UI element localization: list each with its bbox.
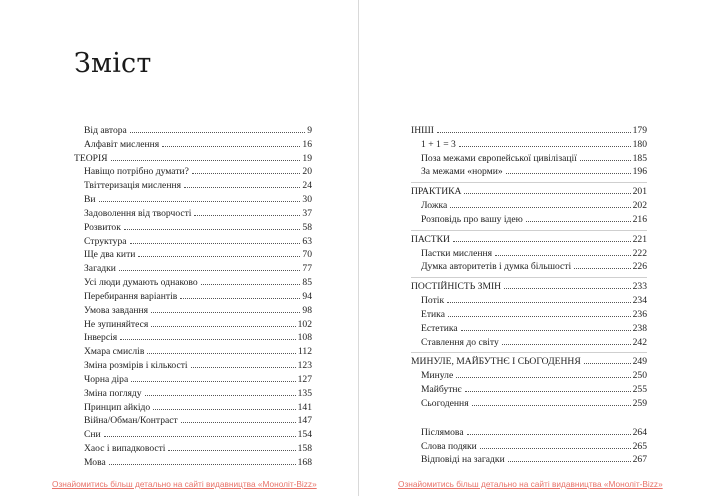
toc-entry-label: Відповіді на загадки (421, 454, 505, 466)
toc-entry-label: Ставлення до світу (421, 336, 499, 348)
toc-page-number: 135 (297, 387, 312, 399)
toc-entry-label: Зміна розмірів і кількості (84, 360, 188, 372)
toc-page-number: 222 (632, 247, 647, 259)
dot-leader (459, 146, 631, 147)
toc-entry-label: Загадки (84, 263, 116, 275)
toc-entry-label: МИНУЛЕ, МАЙБУТНЄ І СЬОГОДЕННЯ (411, 356, 581, 368)
toc-entry[interactable] (411, 213, 647, 227)
dot-leader (580, 160, 631, 161)
toc-page-number: 267 (632, 454, 647, 466)
dot-leader (153, 409, 295, 410)
dot-leader (480, 448, 631, 449)
toc-page-number: 168 (297, 456, 312, 468)
toc-page-number: 127 (297, 373, 312, 385)
toc-page-number: 238 (632, 322, 647, 334)
toc-entry[interactable] (411, 152, 647, 166)
toc-entry-label: Хмара смислів (84, 346, 145, 358)
toc-page-number: 196 (632, 166, 647, 178)
toc-entry[interactable] (74, 165, 312, 179)
toc-entry-label: Навіщо потрібно думати? (84, 166, 189, 178)
toc-entry-label: Задоволення від творчості (84, 207, 192, 219)
dot-leader (124, 229, 301, 230)
toc-entry[interactable] (411, 322, 647, 336)
toc-entry-label: Умова завдання (84, 304, 149, 316)
toc-page-number: 16 (302, 138, 312, 150)
toc-page-number: 63 (302, 235, 312, 247)
toc-entry-label: Перебирання варіантів (84, 290, 178, 302)
dot-leader (131, 381, 295, 382)
dot-leader (109, 464, 296, 465)
dot-leader (495, 255, 631, 256)
toc-entry-label: Мова (84, 456, 106, 468)
dot-leader (162, 146, 300, 147)
toc-entry[interactable] (74, 235, 312, 249)
dot-leader (184, 187, 300, 188)
toc-page-number: 250 (632, 370, 647, 382)
toc-entry[interactable] (411, 383, 647, 397)
dot-leader (147, 353, 296, 354)
page-title: Зміст (74, 48, 152, 79)
toc-entry-label: Твіттеризація мислення (84, 180, 182, 192)
toc-section-heading[interactable] (411, 185, 647, 199)
toc-page-number: 70 (302, 249, 312, 261)
dot-leader (472, 405, 631, 406)
toc-entry[interactable] (74, 304, 312, 318)
toc-entry[interactable] (74, 221, 312, 235)
dot-leader (584, 363, 631, 364)
dot-leader (464, 193, 630, 194)
toc-entry[interactable] (74, 442, 312, 456)
toc-entry[interactable] (411, 294, 647, 308)
toc-section-heading[interactable] (411, 124, 647, 138)
toc-left-column (74, 124, 312, 470)
toc-section-heading[interactable] (411, 280, 647, 294)
toc-page-number: 77 (302, 263, 312, 275)
toc-page-number: 242 (632, 336, 647, 348)
dot-leader (574, 268, 630, 269)
toc-page-number: 180 (632, 138, 647, 150)
dot-leader (465, 391, 631, 392)
toc-page-number: 24 (302, 180, 312, 192)
toc-entry[interactable] (411, 426, 647, 440)
toc-entry[interactable] (411, 138, 647, 152)
dot-leader (145, 395, 296, 396)
toc-page-number: 179 (632, 125, 647, 136)
toc-page-number: 102 (297, 318, 312, 330)
dot-leader (201, 284, 301, 285)
dot-leader (191, 367, 296, 368)
toc-entry[interactable] (74, 290, 312, 304)
toc-entry-label: Структура (84, 235, 127, 247)
toc-entry[interactable] (411, 199, 647, 213)
toc-page-number: 158 (297, 443, 312, 455)
dot-leader (456, 377, 630, 378)
toc-page-number: 234 (632, 295, 647, 307)
toc-entry-label: 1 + 1 = 3 (421, 138, 456, 150)
toc-section-heading[interactable] (74, 152, 312, 166)
toc-entry[interactable] (74, 387, 312, 401)
toc-section-heading[interactable] (411, 233, 647, 247)
toc-page-number: 108 (297, 332, 312, 344)
toc-entry-label: Принцип айкідо (84, 401, 151, 413)
toc-page-number: 226 (632, 261, 647, 273)
toc-entry-label: Розповідь про вашу ідею (421, 213, 523, 225)
toc-entry[interactable] (411, 260, 647, 274)
toc-entry[interactable] (74, 248, 312, 262)
toc-entry-label: Думка авторитетів і думка більшості (421, 261, 572, 273)
toc-page-number: 221 (632, 233, 647, 245)
toc-section-group (411, 124, 647, 179)
toc-page-number: 154 (297, 429, 312, 441)
toc-entry-label: Минуле (421, 370, 454, 382)
toc-section-heading[interactable] (411, 355, 647, 369)
toc-entry-label: Ложка (421, 200, 448, 212)
section-spacer (411, 414, 647, 426)
page-divider (358, 0, 359, 496)
publisher-link-right[interactable]: Ознайомитись більш детально на сайті видавництва «Моноліт-Bizz» (398, 479, 663, 489)
toc-page-number: 264 (632, 426, 647, 438)
dot-leader (450, 207, 630, 208)
toc-section-group (411, 352, 647, 410)
toc-page-number: 98 (302, 304, 312, 316)
publisher-link-left[interactable]: Ознайомитись більш детально на сайті видавництва «Моноліт-Bizz» (52, 479, 317, 489)
toc-entry-label: За межами «норми» (421, 166, 503, 178)
dot-leader (130, 243, 301, 244)
toc-page-number: 85 (302, 277, 312, 289)
dot-leader (437, 132, 631, 133)
toc-entry[interactable] (74, 428, 312, 442)
toc-section-group (411, 182, 647, 226)
toc-entry-label: Естетика (421, 322, 458, 334)
dot-leader (192, 173, 301, 174)
toc-entry-label: Слова подяки (421, 440, 477, 452)
toc-entry[interactable] (74, 207, 312, 221)
toc-entry-label: Післямова (421, 426, 464, 438)
dot-leader (104, 436, 296, 437)
toc-entry[interactable] (74, 359, 312, 373)
dot-leader (467, 434, 631, 435)
toc-entry[interactable] (411, 165, 647, 179)
dot-leader (120, 339, 295, 340)
toc-entry-label: Чорна діра (84, 373, 129, 385)
toc-page-number: 112 (297, 346, 312, 358)
toc-entry[interactable] (74, 373, 312, 387)
toc-section-group (411, 230, 647, 274)
toc-page-number: 9 (307, 125, 312, 136)
toc-entry[interactable] (74, 318, 312, 332)
toc-page-number: 259 (632, 397, 647, 409)
dot-leader (111, 160, 301, 161)
toc-page-number: 20 (302, 166, 312, 178)
dot-leader (130, 132, 305, 133)
toc-entry[interactable] (411, 397, 647, 411)
toc-page-number: 58 (302, 221, 312, 233)
toc-page-number: 265 (632, 440, 647, 452)
toc-entry[interactable] (74, 193, 312, 207)
toc-entry-label: Потік (421, 295, 445, 307)
toc-page-number: 123 (297, 360, 312, 372)
toc-entry[interactable] (411, 247, 647, 261)
toc-page-number: 202 (632, 200, 647, 212)
toc-entry[interactable] (411, 453, 647, 467)
toc-page-number: 216 (632, 213, 647, 225)
dot-leader (453, 241, 631, 242)
toc-entry[interactable] (74, 124, 312, 138)
toc-entry-label: Майбутнє (421, 384, 462, 396)
toc-entry-label: Інверсія (84, 332, 118, 344)
toc-entry[interactable] (74, 262, 312, 276)
toc-page-number: 185 (632, 152, 647, 164)
dot-leader (168, 450, 295, 451)
toc-page-number: 236 (632, 308, 647, 320)
dot-leader (506, 173, 631, 174)
dot-leader (194, 215, 300, 216)
toc-entry-label: Пастки мислення (421, 247, 493, 259)
toc-entry[interactable] (411, 336, 647, 350)
toc-entry-label: Зміна погляду (84, 387, 142, 399)
toc-entry-label: ІНШІ (411, 125, 434, 136)
toc-entry-label: ПРАКТИКА (411, 186, 462, 198)
dot-leader (180, 298, 300, 299)
toc-entry[interactable] (411, 440, 647, 454)
toc-entry-label: Хаос і випадковості (84, 443, 166, 455)
toc-entry-label: Ви (84, 194, 96, 206)
dot-leader (181, 422, 296, 423)
toc-page-number: 249 (632, 356, 647, 368)
toc-page-number: 19 (302, 152, 312, 164)
dot-leader (526, 221, 631, 222)
dot-leader (448, 316, 631, 317)
dot-leader (151, 312, 300, 313)
toc-page-number: 141 (297, 401, 312, 413)
toc-entry-label: Війна/Обман/Контраст (84, 415, 178, 427)
toc-entry-label: ПОСТІЙНІСТЬ ЗМІН (411, 281, 502, 293)
toc-entry-label: Від автора (84, 125, 127, 136)
toc-entry[interactable] (74, 138, 312, 152)
toc-entry[interactable] (74, 414, 312, 428)
toc-entry-label: Сьогодення (421, 397, 469, 409)
toc-page-number: 201 (632, 186, 647, 198)
toc-entry-label: ПАСТКИ (411, 233, 450, 245)
toc-entry[interactable] (74, 401, 312, 415)
toc-page-number: 233 (632, 281, 647, 293)
dot-leader (447, 302, 630, 303)
dot-leader (504, 288, 631, 289)
toc-entry[interactable] (74, 456, 312, 470)
toc-entry[interactable] (74, 179, 312, 193)
toc-entry-label: Ще два кити (84, 249, 136, 261)
toc-page-number: 255 (632, 384, 647, 396)
dot-leader (119, 270, 300, 271)
toc-entry-label: Етика (421, 308, 445, 320)
toc-right-column (411, 124, 647, 467)
toc-entry[interactable] (74, 276, 312, 290)
toc-entry-label: Алфавіт мислення (84, 138, 160, 150)
toc-page-number: 30 (302, 194, 312, 206)
toc-entry-label: ТЕОРІЯ (74, 152, 108, 164)
dot-leader (99, 201, 301, 202)
dot-leader (508, 461, 631, 462)
toc-page-number: 37 (302, 207, 312, 219)
toc-entry-label: Поза межами європейської цивілізації (421, 152, 577, 164)
toc-entry-label: Розвиток (84, 221, 121, 233)
toc-entry[interactable] (411, 369, 647, 383)
dot-leader (138, 256, 300, 257)
toc-page-number: 147 (297, 415, 312, 427)
dot-leader (461, 330, 631, 331)
toc-page-number: 94 (302, 290, 312, 302)
toc-entry-label: Сни (84, 429, 101, 441)
dot-leader (502, 344, 631, 345)
toc-entry-label: Усі люди думають однаково (84, 277, 198, 289)
dot-leader (151, 326, 295, 327)
toc-entry[interactable] (74, 345, 312, 359)
toc-section-group (411, 277, 647, 349)
toc-entry-label: Не зупиняйтеся (84, 318, 149, 330)
toc-entry[interactable] (411, 308, 647, 322)
toc-entry[interactable] (74, 331, 312, 345)
